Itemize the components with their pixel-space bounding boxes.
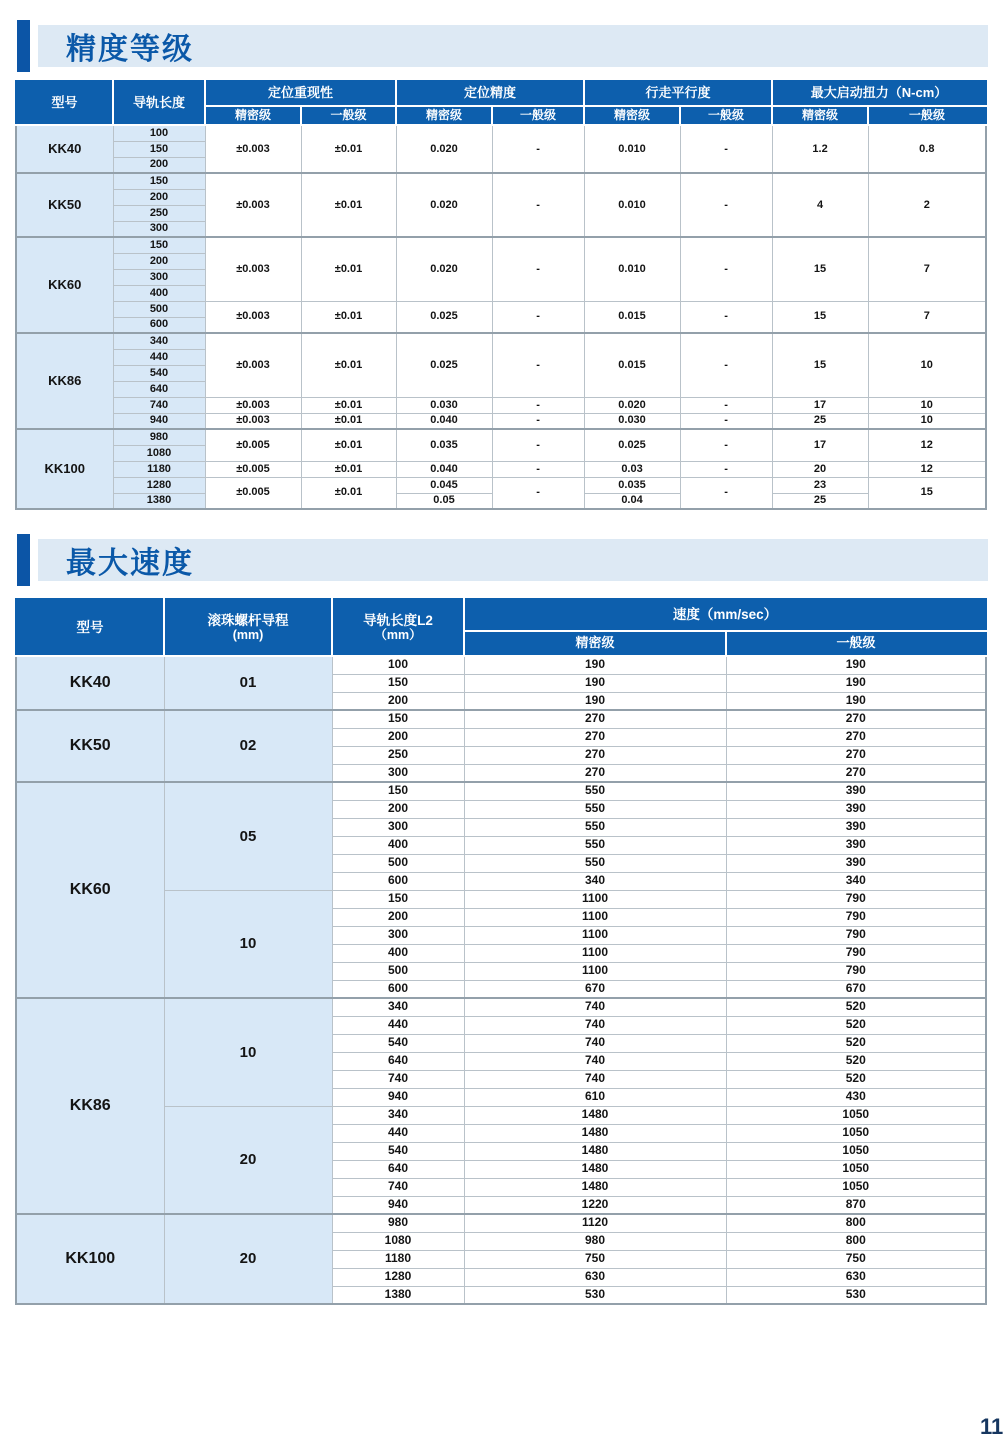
- value-cell: -: [680, 413, 772, 429]
- speed-cell: 1100: [464, 926, 726, 944]
- value-cell: 15: [868, 477, 986, 509]
- l2-cell: 150: [332, 674, 464, 692]
- value-cell: 4: [772, 173, 868, 237]
- value-cell: 0.045: [396, 477, 492, 493]
- rail-length-cell: 150: [113, 173, 205, 189]
- speed-cell: 520: [726, 1016, 986, 1034]
- rail-length-cell: 400: [113, 285, 205, 301]
- speed-cell: 750: [726, 1250, 986, 1268]
- l2-cell: 980: [332, 1214, 464, 1232]
- table-row: [16, 1214, 986, 1232]
- speed-cell: 520: [726, 1070, 986, 1088]
- model-cell: KK86: [16, 998, 164, 1214]
- title-band: [38, 539, 988, 581]
- value-cell: ±0.01: [301, 413, 396, 429]
- lead-cell: 02: [164, 710, 332, 782]
- speed-cell: 270: [464, 710, 726, 728]
- l2-cell: 1180: [332, 1250, 464, 1268]
- speed-cell: 1100: [464, 944, 726, 962]
- value-cell: -: [680, 237, 772, 301]
- l2-cell: 200: [332, 692, 464, 710]
- value-cell: 0.04: [584, 493, 680, 509]
- rail-length-cell: 100: [113, 125, 205, 141]
- rail-length-cell: 440: [113, 349, 205, 365]
- value-cell: 0.040: [396, 413, 492, 429]
- value-cell: ±0.003: [205, 237, 301, 301]
- value-cell: 0.040: [396, 461, 492, 477]
- rail-length-cell: 600: [113, 317, 205, 333]
- value-cell: ±0.003: [205, 397, 301, 413]
- model-cell: KK60: [16, 237, 113, 333]
- model-cell: KK100: [16, 1214, 164, 1304]
- page-number: 11: [980, 1414, 1003, 1439]
- speed-cell: 740: [464, 1052, 726, 1070]
- value-cell: 0.8: [868, 125, 986, 173]
- value-cell: 25: [772, 413, 868, 429]
- rail-length-cell: 500: [113, 301, 205, 317]
- value-cell: 7: [868, 301, 986, 333]
- value-cell: 17: [772, 429, 868, 461]
- speed-cell: 750: [464, 1250, 726, 1268]
- rail-length-cell: 200: [113, 157, 205, 173]
- speed-cell: 520: [726, 998, 986, 1016]
- rail-length-cell: 640: [113, 381, 205, 397]
- value-cell: 0.025: [396, 301, 492, 333]
- rail-length-cell: 1080: [113, 445, 205, 461]
- speed-cell: 550: [464, 836, 726, 854]
- speed-cell: 1220: [464, 1196, 726, 1214]
- speed-cell: 790: [726, 926, 986, 944]
- value-cell: ±0.003: [205, 301, 301, 333]
- value-cell: ±0.01: [301, 173, 396, 237]
- speed-cell: 1100: [464, 890, 726, 908]
- catalog-page: [0, 20, 1003, 1439]
- speed-cell: 1480: [464, 1160, 726, 1178]
- speed-cell: 870: [726, 1196, 986, 1214]
- l2-cell: 540: [332, 1034, 464, 1052]
- value-cell: 1.2: [772, 125, 868, 173]
- col-header-screw-lead: [164, 599, 332, 656]
- speed-cell: 1050: [726, 1142, 986, 1160]
- value-cell: 0.010: [584, 125, 680, 173]
- l2-cell: 300: [332, 764, 464, 782]
- table-row: [16, 413, 986, 429]
- speed-cell: 790: [726, 962, 986, 980]
- col-header-precision: 精密级: [584, 106, 680, 125]
- speed-cell: 1480: [464, 1178, 726, 1196]
- value-cell: ±0.01: [301, 461, 396, 477]
- max-speed-table: [15, 598, 987, 1305]
- model-cell: KK40: [16, 656, 164, 710]
- rail-length-cell: 150: [113, 141, 205, 157]
- speed-cell: 550: [464, 818, 726, 836]
- table-row: [16, 237, 986, 253]
- value-cell: -: [680, 397, 772, 413]
- value-cell: 10: [868, 333, 986, 397]
- rail-length-cell: 540: [113, 365, 205, 381]
- table2-header: [16, 599, 986, 656]
- value-cell: ±0.01: [301, 333, 396, 397]
- speed-cell: 550: [464, 782, 726, 800]
- value-cell: ±0.005: [205, 429, 301, 461]
- value-cell: 0.020: [396, 125, 492, 173]
- value-cell: ±0.01: [301, 237, 396, 301]
- value-cell: ±0.003: [205, 173, 301, 237]
- value-cell: -: [492, 429, 584, 461]
- speed-cell: 1120: [464, 1214, 726, 1232]
- speed-cell: 980: [464, 1232, 726, 1250]
- speed-cell: 340: [726, 872, 986, 890]
- l2-cell: 340: [332, 998, 464, 1016]
- rail-length-cell: 1180: [113, 461, 205, 477]
- speed-cell: 390: [726, 854, 986, 872]
- col-header-model: 型号: [16, 81, 113, 125]
- section-accuracy-title: [17, 20, 988, 72]
- screw-lead-label: 滚珠螺杆导程: [207, 612, 289, 628]
- table-row: [16, 429, 986, 445]
- l2-cell: 940: [332, 1088, 464, 1106]
- value-cell: 0.05: [396, 493, 492, 509]
- rail-length-cell: 340: [113, 333, 205, 349]
- title-band: [38, 25, 988, 67]
- speed-cell: 340: [464, 872, 726, 890]
- title-accent-bar: [17, 534, 30, 586]
- rail-length-cell: 940: [113, 413, 205, 429]
- col-header-precision: 精密级: [772, 106, 868, 125]
- value-cell: -: [492, 413, 584, 429]
- value-cell: -: [492, 333, 584, 397]
- model-cell: KK86: [16, 333, 113, 429]
- speed-cell: 610: [464, 1088, 726, 1106]
- rail-length-cell: 1280: [113, 477, 205, 493]
- table-row: [16, 998, 986, 1016]
- speed-cell: 740: [464, 1070, 726, 1088]
- speed-cell: 1480: [464, 1124, 726, 1142]
- l2-cell: 300: [332, 926, 464, 944]
- table-row: [16, 301, 986, 317]
- col-header-rail-length: 导轨长度: [113, 81, 205, 125]
- speed-cell: 790: [726, 890, 986, 908]
- speed-cell: 550: [464, 800, 726, 818]
- table1-body: [16, 125, 986, 509]
- value-cell: 0.010: [584, 173, 680, 237]
- col-header-max-starting-torque: 最大启动扭力（N-cm）: [772, 81, 986, 106]
- col-header-speed: 速度（mm/sec）: [464, 599, 986, 631]
- value-cell: -: [492, 301, 584, 333]
- table-row: [16, 656, 986, 674]
- value-cell: -: [492, 125, 584, 173]
- value-cell: 0.030: [396, 397, 492, 413]
- value-cell: -: [680, 333, 772, 397]
- col-header-standard: 一般级: [868, 106, 986, 125]
- col-header-positioning-accuracy: 定位精度: [396, 81, 584, 106]
- section1-title: 精度等级: [66, 33, 194, 66]
- rail-length-cell: 740: [113, 397, 205, 413]
- l2-cell: 600: [332, 872, 464, 890]
- value-cell: ±0.01: [301, 125, 396, 173]
- value-cell: -: [680, 173, 772, 237]
- value-cell: 0.020: [584, 397, 680, 413]
- l2-cell: 1380: [332, 1286, 464, 1304]
- value-cell: -: [492, 173, 584, 237]
- l2-cell: 200: [332, 800, 464, 818]
- l2-cell: 340: [332, 1106, 464, 1124]
- table-row: [16, 477, 986, 493]
- value-cell: 0.030: [584, 413, 680, 429]
- value-cell: ±0.003: [205, 413, 301, 429]
- section2-title: 最大速度: [66, 547, 194, 580]
- col-header-parallelism: 行走平行度: [584, 81, 772, 106]
- model-cell: KK100: [16, 429, 113, 509]
- speed-cell: 530: [464, 1286, 726, 1304]
- value-cell: 0.010: [584, 237, 680, 301]
- col-header-standard: 一般级: [726, 631, 986, 656]
- lead-cell: 10: [164, 998, 332, 1106]
- lead-cell: 20: [164, 1214, 332, 1304]
- speed-cell: 630: [464, 1268, 726, 1286]
- l2-cell: 940: [332, 1196, 464, 1214]
- value-cell: ±0.01: [301, 429, 396, 461]
- value-cell: ±0.005: [205, 477, 301, 509]
- lead-cell: 20: [164, 1106, 332, 1214]
- value-cell: 15: [772, 301, 868, 333]
- l2-cell: 250: [332, 746, 464, 764]
- l2-cell: 740: [332, 1178, 464, 1196]
- speed-cell: 270: [726, 764, 986, 782]
- col-header-standard: 一般级: [492, 106, 584, 125]
- rail-length-l2-unit: （mm）: [374, 628, 422, 643]
- table-row: [16, 125, 986, 141]
- table-row: [16, 710, 986, 728]
- lead-cell: 10: [164, 890, 332, 998]
- speed-cell: 190: [726, 692, 986, 710]
- value-cell: 23: [772, 477, 868, 493]
- l2-cell: 400: [332, 836, 464, 854]
- l2-cell: 150: [332, 890, 464, 908]
- l2-cell: 200: [332, 908, 464, 926]
- value-cell: -: [680, 477, 772, 509]
- l2-cell: 440: [332, 1124, 464, 1142]
- value-cell: 7: [868, 237, 986, 301]
- speed-cell: 390: [726, 836, 986, 854]
- value-cell: 15: [772, 237, 868, 301]
- speed-cell: 190: [726, 656, 986, 674]
- value-cell: 0.015: [584, 333, 680, 397]
- table-row: [16, 397, 986, 413]
- col-header-standard: 一般级: [301, 106, 396, 125]
- l2-cell: 640: [332, 1160, 464, 1178]
- speed-cell: 270: [464, 764, 726, 782]
- rail-length-cell: 1380: [113, 493, 205, 509]
- value-cell: -: [492, 237, 584, 301]
- l2-cell: 540: [332, 1142, 464, 1160]
- l2-cell: 300: [332, 818, 464, 836]
- table2-body: [16, 656, 986, 1304]
- section-max-speed-title: [17, 534, 988, 586]
- speed-cell: 190: [464, 692, 726, 710]
- l2-cell: 640: [332, 1052, 464, 1070]
- speed-cell: 550: [464, 854, 726, 872]
- speed-cell: 1100: [464, 908, 726, 926]
- col-header-precision: 精密级: [464, 631, 726, 656]
- value-cell: -: [492, 461, 584, 477]
- value-cell: 12: [868, 461, 986, 477]
- lead-cell: 05: [164, 782, 332, 890]
- value-cell: ±0.01: [301, 301, 396, 333]
- title-accent-bar: [17, 20, 30, 72]
- speed-cell: 1050: [726, 1106, 986, 1124]
- model-cell: KK40: [16, 125, 113, 173]
- col-header-rail-length-l2: [332, 599, 464, 656]
- l2-cell: 150: [332, 782, 464, 800]
- speed-cell: 1050: [726, 1124, 986, 1142]
- speed-cell: 1480: [464, 1106, 726, 1124]
- speed-cell: 530: [726, 1286, 986, 1304]
- rail-length-cell: 980: [113, 429, 205, 445]
- rail-length-cell: 300: [113, 269, 205, 285]
- value-cell: 0.025: [584, 429, 680, 461]
- screw-lead-unit: (mm): [232, 628, 264, 643]
- value-cell: ±0.005: [205, 461, 301, 477]
- l2-cell: 1280: [332, 1268, 464, 1286]
- l2-cell: 500: [332, 854, 464, 872]
- speed-cell: 270: [726, 728, 986, 746]
- col-header-precision: 精密级: [205, 106, 301, 125]
- value-cell: 0.015: [584, 301, 680, 333]
- table-row: [16, 461, 986, 477]
- speed-cell: 190: [464, 674, 726, 692]
- speed-cell: 670: [726, 980, 986, 998]
- value-cell: 2: [868, 173, 986, 237]
- speed-cell: 740: [464, 998, 726, 1016]
- l2-cell: 500: [332, 962, 464, 980]
- speed-cell: 1100: [464, 962, 726, 980]
- rail-length-cell: 200: [113, 253, 205, 269]
- l2-cell: 1080: [332, 1232, 464, 1250]
- value-cell: -: [680, 429, 772, 461]
- value-cell: ±0.003: [205, 333, 301, 397]
- value-cell: 0.03: [584, 461, 680, 477]
- model-cell: KK50: [16, 710, 164, 782]
- value-cell: -: [492, 397, 584, 413]
- lead-cell: 01: [164, 656, 332, 710]
- l2-cell: 150: [332, 710, 464, 728]
- speed-cell: 740: [464, 1034, 726, 1052]
- col-header-model: 型号: [16, 599, 164, 656]
- speed-cell: 1050: [726, 1160, 986, 1178]
- speed-cell: 270: [726, 710, 986, 728]
- l2-cell: 440: [332, 1016, 464, 1034]
- table-row: [16, 333, 986, 349]
- col-header-precision: 精密级: [396, 106, 492, 125]
- speed-cell: 630: [726, 1268, 986, 1286]
- value-cell: 0.025: [396, 333, 492, 397]
- accuracy-grade-table: [15, 80, 987, 510]
- speed-cell: 800: [726, 1232, 986, 1250]
- table1-header: [16, 81, 986, 125]
- value-cell: 12: [868, 429, 986, 461]
- value-cell: -: [680, 125, 772, 173]
- l2-cell: 600: [332, 980, 464, 998]
- value-cell: 0.020: [396, 237, 492, 301]
- table-row: [16, 599, 986, 631]
- value-cell: -: [492, 477, 584, 509]
- rail-length-cell: 250: [113, 205, 205, 221]
- speed-cell: 790: [726, 908, 986, 926]
- value-cell: 25: [772, 493, 868, 509]
- value-cell: ±0.01: [301, 397, 396, 413]
- col-header-standard: 一般级: [680, 106, 772, 125]
- speed-cell: 190: [464, 656, 726, 674]
- value-cell: 0.020: [396, 173, 492, 237]
- speed-cell: 790: [726, 944, 986, 962]
- rail-length-l2-label: 导轨长度L2: [363, 612, 433, 628]
- speed-cell: 270: [464, 746, 726, 764]
- speed-cell: 740: [464, 1016, 726, 1034]
- rail-length-cell: 300: [113, 221, 205, 237]
- speed-cell: 800: [726, 1214, 986, 1232]
- speed-cell: 270: [726, 746, 986, 764]
- l2-cell: 100: [332, 656, 464, 674]
- rail-length-cell: 150: [113, 237, 205, 253]
- speed-cell: 520: [726, 1034, 986, 1052]
- speed-cell: 270: [464, 728, 726, 746]
- value-cell: 20: [772, 461, 868, 477]
- rail-length-cell: 200: [113, 189, 205, 205]
- value-cell: 17: [772, 397, 868, 413]
- value-cell: 0.035: [584, 477, 680, 493]
- col-header-repeatability: 定位重现性: [205, 81, 396, 106]
- table-row: [16, 81, 986, 106]
- value-cell: 15: [772, 333, 868, 397]
- l2-cell: 400: [332, 944, 464, 962]
- speed-cell: 430: [726, 1088, 986, 1106]
- l2-cell: 200: [332, 728, 464, 746]
- value-cell: 10: [868, 397, 986, 413]
- model-cell: KK50: [16, 173, 113, 237]
- speed-cell: 190: [726, 674, 986, 692]
- speed-cell: 390: [726, 818, 986, 836]
- speed-cell: 520: [726, 1052, 986, 1070]
- model-cell: KK60: [16, 782, 164, 998]
- speed-cell: 390: [726, 800, 986, 818]
- value-cell: -: [680, 301, 772, 333]
- value-cell: 10: [868, 413, 986, 429]
- value-cell: ±0.003: [205, 125, 301, 173]
- value-cell: -: [680, 461, 772, 477]
- l2-cell: 740: [332, 1070, 464, 1088]
- table-row: [16, 782, 986, 800]
- value-cell: ±0.01: [301, 477, 396, 509]
- speed-cell: 670: [464, 980, 726, 998]
- speed-cell: 1050: [726, 1178, 986, 1196]
- speed-cell: 1480: [464, 1142, 726, 1160]
- value-cell: 0.035: [396, 429, 492, 461]
- speed-cell: 390: [726, 782, 986, 800]
- table-row: [16, 173, 986, 189]
